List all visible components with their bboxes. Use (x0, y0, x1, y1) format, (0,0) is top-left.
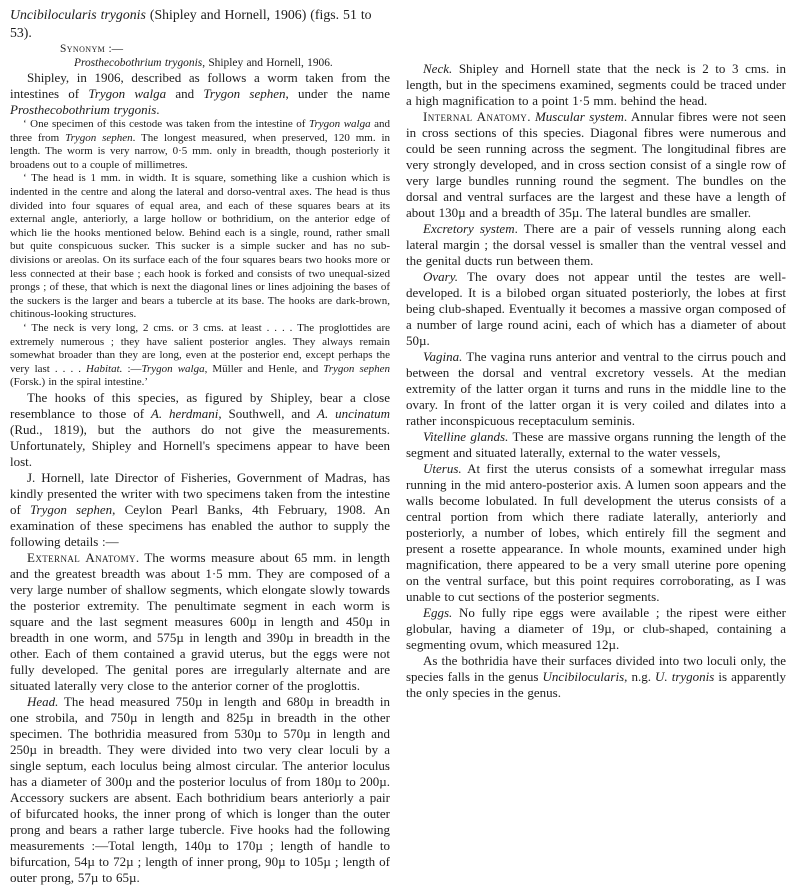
text-segment: Trygon sephen (30, 501, 113, 517)
text-segment: ‘ The head is 1 mm. in width. It is square, something like a cushion which is indented in the centre and along the lateral and dorso-ventral axes. The head is thus divided into four squares of equal area, and each of these squares bears at its external angle, anteriorly, a large hollow or bothridium, on the anterior edge of which lie the hooks mentioned below. Behind each is a single, round, rather small but quite conspicuous sucker. This sucker is a simple sucker and has no sub-divisions or areolas. On its surface each of the four squares bears two hooks more or less connected at their base ; each hook is forked and consists of two unequal-sized prongs ; of these, that which is next the diagonal lines or lines adjoining the bases of the suckers is the larger and bears a tubercle at its base. The hooks are dark-brown, chitinous-looking structures. (10, 172, 390, 321)
text-segment: Habitat. (86, 362, 123, 375)
text-segment: , n.g. (624, 669, 656, 684)
right-column (406, 6, 786, 858)
text-segment: Muscular system (534, 109, 624, 124)
quote-neck-description (10, 322, 390, 390)
text-segment: External Anatomy (27, 549, 136, 565)
para-shipley-1906 (10, 70, 390, 118)
text-segment: J. Hornell, late Director of Fisheries, Government of Madras, has kindly presented the writer with two specimens taken from the intestine of (10, 469, 390, 517)
text-segment: , Shipley and Hornell, 1906. (202, 57, 333, 69)
text-segment: A. herdmani (150, 405, 219, 421)
synonym-entry (10, 56, 390, 70)
text-segment: . (156, 102, 160, 117)
para-excretory-system (406, 221, 786, 269)
para-vitelline-glands (406, 429, 786, 461)
text-segment: and (166, 86, 204, 101)
para-internal-anatomy-muscular (406, 109, 786, 221)
text-segment: , Ceylon Pearl Banks, 4th February, 1908. An examination of these specimens has enabled the author to supply the following details :— (10, 501, 390, 549)
para-uterus (406, 461, 786, 605)
quote-head-description (10, 172, 390, 322)
text-segment: :— (122, 362, 142, 375)
text-segment: Shipley, in 1906, described as follows a worm taken from the intestines of (10, 70, 390, 101)
text-segment: The head measured 750µ in length and 680µ in breadth in one strobila, and 750µ in length and 825µ in breadth in the other specimen. The bothridia measured from 530µ to 570µ in length and 250µ in breadth. They were divided into two very clear loculi by a single septum, each loculus being almost circular. The anterior loculus has a diameter of 300µ and the posterior loculus of from 180µ to 200µ. Accessory suckers are absent. Each bothridium bears anteriorly a pair of bifurcated hooks, the inner prong of which is longer than the outer prong and bears a rather large tubercle. Five hooks had the following measurements :—Total length, 140µ to 170µ ; length of handle to bifurcation, 54µ to 72µ ; length of inner prong, 90µ to 105µ ; length of outer prong, 57µ to 65µ. (10, 693, 390, 885)
text-segment: Uterus. (423, 461, 462, 476)
text-segment: . (527, 109, 535, 124)
text-segment: (Rud., 1819), but the authors do not give the measurements. Unfortunately, Shipley and Hornell's specimens appear to have been lost. (10, 421, 390, 469)
text-segment: Prosthecobothrium trygonis (10, 102, 157, 117)
text-segment: Uncibilocularis (542, 669, 625, 684)
quote-one-specimen (10, 118, 390, 172)
para-head (10, 694, 390, 886)
text-segment: The hooks of this species, as figured by Shipley, bear a close resemblance to those of (10, 389, 390, 421)
text-segment: Excretory system (423, 221, 515, 236)
text-segment: . The longest measured, when preserved, 120 mm. in length. The worm is very narrow, 0·5 mm. only in breadth, though posteriorly it broadens out to a couple of millimetres. (10, 131, 390, 171)
text-segment: (Forsk.) in the spiral intestine.’ (10, 376, 149, 389)
text-segment: Synonym (60, 43, 106, 55)
text-segment: The vagina runs anterior and ventral to the cirrus pouch and between the dorsal and ventral excretory vessels. At the median extremity of the latter organ it turns and runs in the middle line to the ovary. In front of the latter organ it is very coiled and dilates into a rather inconspicuous receptaculum seminis. (406, 349, 786, 428)
text-segment: . There are a pair of vessels running along each lateral margin ; the dorsal vessel is smaller than the ventral vessel and the genital ducts run between them. (406, 221, 786, 268)
text-segment: and three from (10, 118, 390, 144)
text-segment: is apparently the only species in the genus. (406, 669, 786, 700)
text-segment: Vagina. (423, 349, 463, 364)
text-segment: (Shipley and Hornell, 1906) (figs. 51 to 53). (10, 7, 372, 40)
text-segment: Vitelline glands. (423, 429, 509, 444)
para-genus-conclusion (406, 653, 786, 701)
text-segment: Neck. (423, 61, 453, 76)
para-ovary (406, 269, 786, 349)
text-segment: These are massive organs running the length of the segment and situated laterally, external to the water vessels, (406, 429, 786, 460)
text-segment: Trygon walga (88, 86, 167, 101)
text-segment: ‘ One specimen of this cestode was taken from the intestine of (23, 118, 309, 130)
text-segment: Shipley and Hornell state that the neck is 2 to 3 cms. in length, but in the specimens examined, segments could be traced under a high magnification to a point 1·5 mm. behind the head. (406, 61, 786, 108)
text-segment: Prosthecobothrium trygonis (74, 57, 203, 69)
text-segment: Ovary. (423, 269, 459, 284)
text-segment: . The worms measure about 65 mm. in length and the greatest breadth was about 1·5 mm. They are composed of a very large number of shallow segments, which elongate slowly towards the posterior extremity. The penultimate segment in each worm is square and the last segment measures 600µ in length and 450µ in breadth in one worm, and 575µ in length and 390µ in breadth in the other. Each of them contained a gravid uterus, but the eggs were not fully developed. The genital pores are irregularly alternate and are situated laterally very close to the anterior corner of the proglottis. (10, 549, 390, 693)
para-external-anatomy (10, 550, 390, 694)
text-segment: U. trygonis (655, 669, 715, 684)
text-segment: Trygon sephen (65, 131, 133, 144)
text-segment: , Müller and Henle, and (204, 362, 324, 375)
para-hornell-specimens (10, 470, 390, 550)
para-hooks-resemblance (10, 390, 390, 470)
left-column (10, 6, 391, 885)
text-segment: :— (105, 43, 123, 55)
text-segment: Trygon sephen (323, 362, 391, 375)
text-segment: As the bothridia have their surfaces divided into two loculi only, the species falls in the genus (406, 653, 786, 684)
text-segment: Uncibilocularis trygonis (10, 7, 146, 22)
text-segment: Internal Anatomy (423, 109, 528, 124)
text-segment: Trygon walga (141, 362, 205, 375)
para-eggs (406, 605, 786, 653)
text-segment: A. uncinatum (317, 405, 390, 421)
text-segment: Trygon sephen (203, 86, 286, 101)
text-segment: At first the uterus consists of a somewhat irregular mass running in the mid antero-posterior axis. A lumen soon appears and the walls become lobulated. In full development the uterus consists of a central portion from which there radiate laterally, anteriorly and posteriorly, a number of lobes, which entirely fill the segment and present a rosette appearance. In whole mounts, examined under high magnification, there appeared to be a very small uterine pore opening on the ventral surface, but this point requires corroborating, as I was unable to cut sections of the posterior segments. (406, 461, 786, 604)
text-segment: Trygon walga (309, 118, 371, 130)
text-segment: No fully ripe eggs were available ; the ripest were either globular, having a diameter of 19µ, or club-shaped, containing a segmenting ovum, which measured 12µ. (406, 605, 786, 652)
text-segment: , under the name (285, 86, 390, 101)
text-segment: . Annular fibres were not seen in cross sections of this species. Diagonal fibres were numerous and could be seen running across the segment. The longitudinal fibres are very strongly developed, and in cross section consist of a single row of very large bundles running round the segment. The bundles on the dorsal and ventral surfaces are the largest and these have a length of about 130µ and a breadth of 35µ. The lateral bundles are smaller. (406, 109, 786, 220)
synonym-label (10, 42, 390, 56)
text-segment: Eggs. (423, 605, 453, 620)
text-segment: ‘ The neck is very long, 2 cms. or 3 cms. at least . . . . The proglottides are extremely numerous ; they have salient posterior angles. They always remain somewhat broader than they are long, even at the posterior end, except perhaps the very last . . . . (10, 321, 390, 375)
text-segment: Head. (27, 693, 59, 709)
text-segment: The ovary does not appear until the testes are well-developed. It is a bilobed organ situated posteriorly, the lobes at first being club-shaped. Eventually it becomes a massive organ composed of a number of large round acini, each of which has a diameter of about 50µ. (406, 269, 786, 348)
species-heading (10, 6, 390, 42)
para-vagina (406, 349, 786, 429)
text-segment: , Southwell, and (218, 405, 318, 421)
para-neck (406, 61, 786, 109)
